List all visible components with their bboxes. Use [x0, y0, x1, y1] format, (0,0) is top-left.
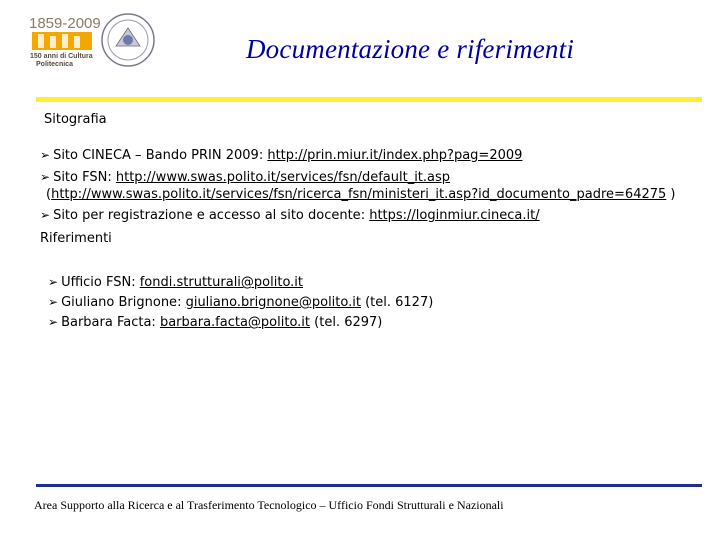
email-link[interactable]: giuliano.brignone@polito.it: [185, 295, 361, 310]
loginmiur-link[interactable]: https://loginmiur.cineca.it/: [369, 208, 540, 223]
arrow-bullet-icon: ➢: [48, 295, 59, 309]
cineca-link[interactable]: http://prin.miur.it/index.php?pag=2009: [267, 148, 523, 163]
sitografia-heading: Sitografia: [44, 112, 107, 127]
footer-text: Area Supporto alla Ricerca e al Trasferimento Tecnologico – Ufficio Fondi Strutturali e Nazionali: [34, 498, 504, 512]
phone-text: (tel. 6127): [365, 295, 434, 310]
fsn-link[interactable]: http://www.swas.polito.it/services/fsn/default_it.asp: [115, 170, 451, 185]
footer-divider: [36, 484, 702, 487]
riferimenti-heading: Riferimenti: [40, 231, 112, 246]
title-divider: [36, 97, 702, 102]
arrow-bullet-icon: ➢: [40, 148, 51, 162]
email-link[interactable]: barbara.facta@polito.it: [159, 315, 311, 330]
list-item: ➢ Sito FSN: http://www.swas.polito.it/services/fsn/default_it.asp: [40, 170, 451, 185]
list-item: ➢ Sito per registrazione e accesso al sito docente: https://loginmiur.cineca.it/: [40, 208, 540, 223]
fsn-ministeri-link[interactable]: http://www.swas.polito.it/services/fsn/ricerca_fsn/ministeri_it.asp?id_documento_padre=64275: [51, 187, 667, 202]
logo-caption-2: Politecnica: [36, 61, 73, 68]
arrow-bullet-icon: ➢: [40, 170, 51, 184]
list-item: ➢ Ufficio FSN: fondi.strutturali@polito.it: [48, 275, 304, 290]
logo-years: 1859-2009: [29, 15, 101, 32]
arrow-bullet-icon: ➢: [40, 208, 51, 222]
arrow-bullet-icon: ➢: [48, 315, 59, 329]
email-link[interactable]: fondi.strutturali@polito.it: [139, 275, 304, 290]
list-item: ➢ Sito CINECA – Bando PRIN 2009: http://prin.miur.it/index.php?pag=2009: [40, 148, 523, 163]
arrow-bullet-icon: ➢: [48, 275, 59, 289]
logo-caption-1: 150 anni di Cultura: [30, 53, 93, 60]
page-title: Documentazione e riferimenti: [245, 34, 575, 64]
list-item-continuation: (http://www.swas.polito.it/services/fsn/ricerca_fsn/ministeri_it.asp?id_documento_padre=64275 ): [46, 187, 676, 202]
list-item: ➢ Barbara Facta: barbara.facta@polito.it (tel. 6297): [48, 315, 383, 330]
phone-text: (tel. 6297): [314, 315, 383, 330]
list-item: ➢ Giuliano Brignone: giuliano.brignone@polito.it (tel. 6127): [48, 295, 434, 310]
